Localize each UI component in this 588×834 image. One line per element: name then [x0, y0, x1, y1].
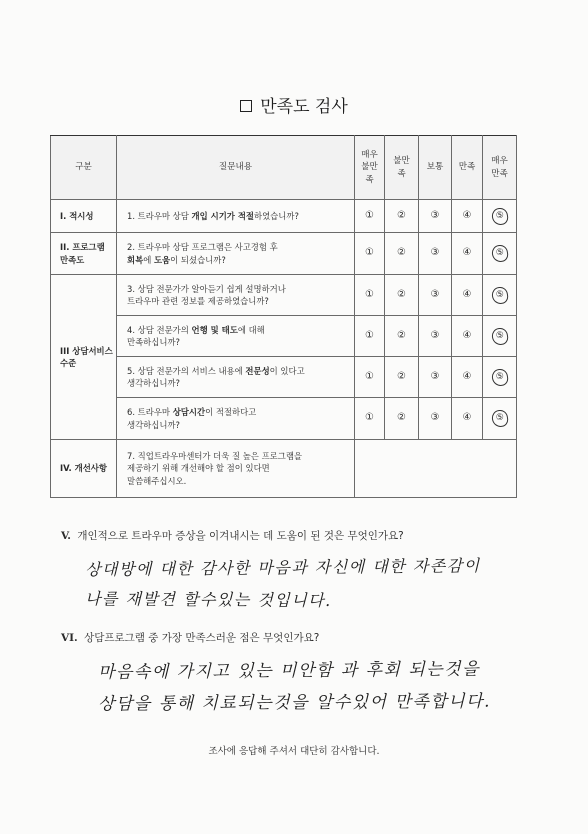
- section-5-question: [61, 528, 404, 543]
- selected-circle-mark: ⑤: [490, 244, 508, 263]
- option-1[interactable]: ①: [355, 357, 385, 398]
- header-very-satisfied: 매우 만족: [483, 136, 517, 200]
- section-5-question-text: 개인적으로 트라우마 증상을 이겨내시는 데 도움이 된 것은 무엇인가요?: [77, 530, 404, 542]
- option-2[interactable]: ②: [385, 357, 419, 398]
- question-2: 2. 트라우마 상담 프로그램은 사고경험 후 회복에 도움이 되셨습니까?: [117, 233, 355, 275]
- option-3[interactable]: ③: [419, 275, 452, 316]
- option-2[interactable]: ②: [385, 233, 419, 275]
- option-4[interactable]: ④: [452, 398, 483, 440]
- option-3[interactable]: ③: [419, 357, 452, 398]
- category-service: III 상담서비스 수준: [51, 275, 117, 440]
- category-timeliness: I. 적시성: [51, 200, 117, 233]
- selected-circle-mark: ⑤: [490, 409, 508, 428]
- option-4[interactable]: ④: [452, 357, 483, 398]
- option-2[interactable]: ②: [385, 275, 419, 316]
- option-2[interactable]: ②: [385, 316, 419, 357]
- option-1[interactable]: ①: [355, 200, 385, 233]
- option-3[interactable]: ③: [419, 316, 452, 357]
- header-question: 질문내용: [117, 136, 355, 200]
- option-1[interactable]: ①: [355, 316, 385, 357]
- option-5-selected[interactable]: [483, 316, 517, 357]
- question-1: 1. 트라우마 상담 개입 시기가 적절하였습니까?: [117, 200, 355, 233]
- section-6-number: VI.: [61, 632, 78, 644]
- option-4[interactable]: ④: [452, 275, 483, 316]
- option-1[interactable]: ①: [355, 275, 385, 316]
- header-category: 구분: [51, 136, 117, 200]
- header-row: [51, 136, 517, 200]
- option-2[interactable]: ②: [385, 200, 419, 233]
- option-1[interactable]: ①: [355, 398, 385, 440]
- option-5-selected[interactable]: [483, 357, 517, 398]
- section-6-question: [61, 630, 319, 645]
- option-5-selected[interactable]: [483, 233, 517, 275]
- table-row: [51, 357, 517, 398]
- section-6-question-text: 상담프로그램 중 가장 만족스러운 점은 무엇인가요?: [84, 632, 320, 644]
- selected-circle-mark: ⑤: [490, 285, 508, 304]
- option-5-selected[interactable]: [483, 398, 517, 440]
- option-5-selected[interactable]: [483, 200, 517, 233]
- header-satisfied: 만족: [452, 136, 483, 200]
- option-4[interactable]: ④: [452, 316, 483, 357]
- table-row: [51, 233, 517, 275]
- selected-circle-mark: ⑤: [490, 367, 508, 386]
- section-5-answer-line-2: 나를 재발견 할수있는 것입니다.: [84, 589, 332, 610]
- table-row: [51, 200, 517, 233]
- section-6-answer-line-2: 상담을 통해 치료되는것을 알수있어 만족합니다.: [97, 691, 492, 715]
- option-2[interactable]: ②: [385, 398, 419, 440]
- question-5: 5. 상담 전문가의 서비스 내용에 전문성이 있다고 생각하십니까?: [117, 357, 355, 398]
- section-6-answer-line-1: 마음속에 가지고 있는 미안함 과 후회 되는것을: [97, 659, 481, 683]
- checkbox-square-icon: [240, 100, 252, 112]
- header-neutral: 보통: [419, 136, 452, 200]
- option-1[interactable]: ①: [355, 233, 385, 275]
- question-6: 6. 트라우마 상담시간이 적절하다고 생각하십니까?: [117, 398, 355, 440]
- option-3[interactable]: ③: [419, 398, 452, 440]
- selected-circle-mark: ⑤: [490, 326, 508, 345]
- header-dissatisfied: 불만 족: [385, 136, 419, 200]
- table-row: [51, 440, 517, 498]
- section-5-number: V.: [61, 530, 71, 542]
- closing-message: 조사에 응답해 주셔서 대단히 감사합니다.: [208, 746, 380, 757]
- selected-circle-mark: ⑤: [490, 206, 508, 225]
- option-4[interactable]: ④: [452, 200, 483, 233]
- table-row: [51, 316, 517, 357]
- header-very-dissatisfied: 매우 불만 족: [355, 136, 385, 200]
- option-3[interactable]: ③: [419, 233, 452, 275]
- section-5-answer-line-1: 상대방에 대한 감사한 마음과 자신에 대한 자존감이: [84, 555, 481, 580]
- page-title: [0, 92, 588, 117]
- table-row: [51, 275, 517, 316]
- option-4[interactable]: ④: [452, 233, 483, 275]
- satisfaction-table: [50, 135, 517, 498]
- question-3: 3. 상담 전문가가 알아듣기 쉽게 설명하거나 트라우마 관련 정보를 제공하였습니까?: [117, 275, 355, 316]
- option-5-selected[interactable]: [483, 275, 517, 316]
- title-text: 만족도 검사: [260, 97, 348, 117]
- option-3[interactable]: ③: [419, 200, 452, 233]
- category-improvement: IV. 개선사항: [51, 440, 117, 498]
- improvement-answer-cell[interactable]: [355, 440, 517, 498]
- question-4: 4. 상담 전문가의 언행 및 태도에 대해 만족하십니까?: [117, 316, 355, 357]
- table-row: [51, 398, 517, 440]
- question-7: 7. 직업트라우마센터가 더욱 질 높은 프로그램을 제공하기 위해 개선해야 할 점이 있다면 말씀해주십시오.: [117, 440, 355, 498]
- category-program: II. 프로그램 만족도: [51, 233, 117, 275]
